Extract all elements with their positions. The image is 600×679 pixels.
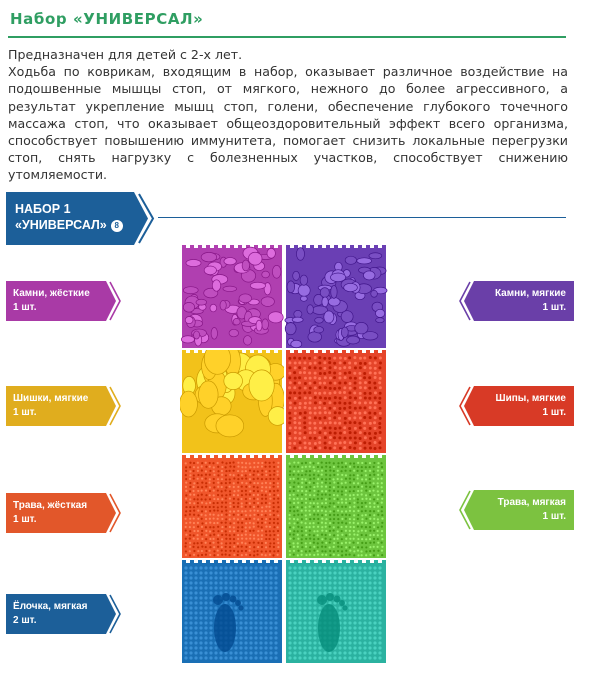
label-qty: 2 шт. [13, 615, 37, 626]
mat-tree-soft [180, 560, 284, 665]
label-stones-hard [6, 281, 124, 321]
mat-texture [284, 455, 388, 560]
label-shape [6, 493, 124, 533]
label-name: Камни, мягкие [494, 288, 566, 299]
mat-texture [284, 560, 388, 665]
description-line: Ходьба по коврикам, входящим в набор, оказывает различное воздействие на подошвенные мышцы стоп, от мягкого, нежного до более агрессивного, а результат укрепление мышц стоп, голени, обеспечение глубокого точечного массажа стоп, что оказывает общеоздоровительный эффект всего организма, способствует повышению иммунитета, помогает снизить локальные перегрузки стоп, снять нагрузку с болезненных участков, способствует снижению утомляемости. [8, 64, 568, 183]
mat-texture [180, 245, 284, 350]
label-spikes-soft [456, 386, 574, 426]
set-badge [6, 192, 156, 245]
set-badge-subtitle: «УНИВЕРСАЛ» [15, 218, 107, 232]
label-qty: 1 шт. [13, 514, 37, 525]
set-badge-count: 8 [111, 220, 123, 232]
label-name: Трава, жёсткая [13, 500, 88, 511]
label-grass-soft [456, 490, 574, 530]
mat-texture [180, 560, 284, 665]
label-shape [6, 281, 124, 321]
mat-cones-soft [180, 350, 284, 455]
description [8, 46, 568, 184]
mat-tree-soft [284, 560, 388, 665]
label-name: Камни, жёсткие [13, 288, 90, 299]
label-name: Шишки, мягкие [13, 393, 89, 404]
mat-spikes-soft [284, 350, 388, 455]
mat-texture [284, 350, 388, 455]
mat-grass-soft [284, 455, 388, 560]
label-grass-hard [6, 493, 124, 533]
label-name: Шипы, мягкие [495, 393, 566, 404]
mat-texture [284, 245, 388, 350]
mat-texture [180, 455, 284, 560]
label-cones-soft [6, 386, 124, 426]
description-line: Предназначен для детей с 2-х лет. [8, 47, 243, 62]
label-tree-soft [6, 594, 124, 634]
label-name: Трава, мягкая [497, 497, 566, 508]
set-badge-subtitle-row [15, 218, 123, 232]
title-divider [8, 36, 566, 38]
mat-grass-hard [180, 455, 284, 560]
set-badge-title: НАБОР 1 [15, 202, 71, 216]
label-qty: 1 шт. [542, 302, 566, 313]
label-qty: 1 шт. [542, 407, 566, 418]
label-qty: 1 шт. [13, 407, 37, 418]
badge-divider [158, 217, 566, 218]
mat-stones-hard [180, 245, 284, 350]
label-qty: 1 шт. [13, 302, 37, 313]
label-stones-soft [456, 281, 574, 321]
page-title: Набор «УНИВЕРСАЛ» [10, 10, 204, 28]
label-qty: 1 шт. [542, 511, 566, 522]
label-shape [6, 386, 124, 426]
mat-texture [180, 350, 284, 455]
label-shape [456, 386, 574, 426]
mat-grid [180, 245, 388, 665]
label-shape [6, 594, 124, 634]
mat-stones-soft [284, 245, 388, 350]
label-shape [456, 490, 574, 530]
label-name: Ёлочка, мягкая [13, 601, 88, 612]
label-shape [456, 281, 574, 321]
